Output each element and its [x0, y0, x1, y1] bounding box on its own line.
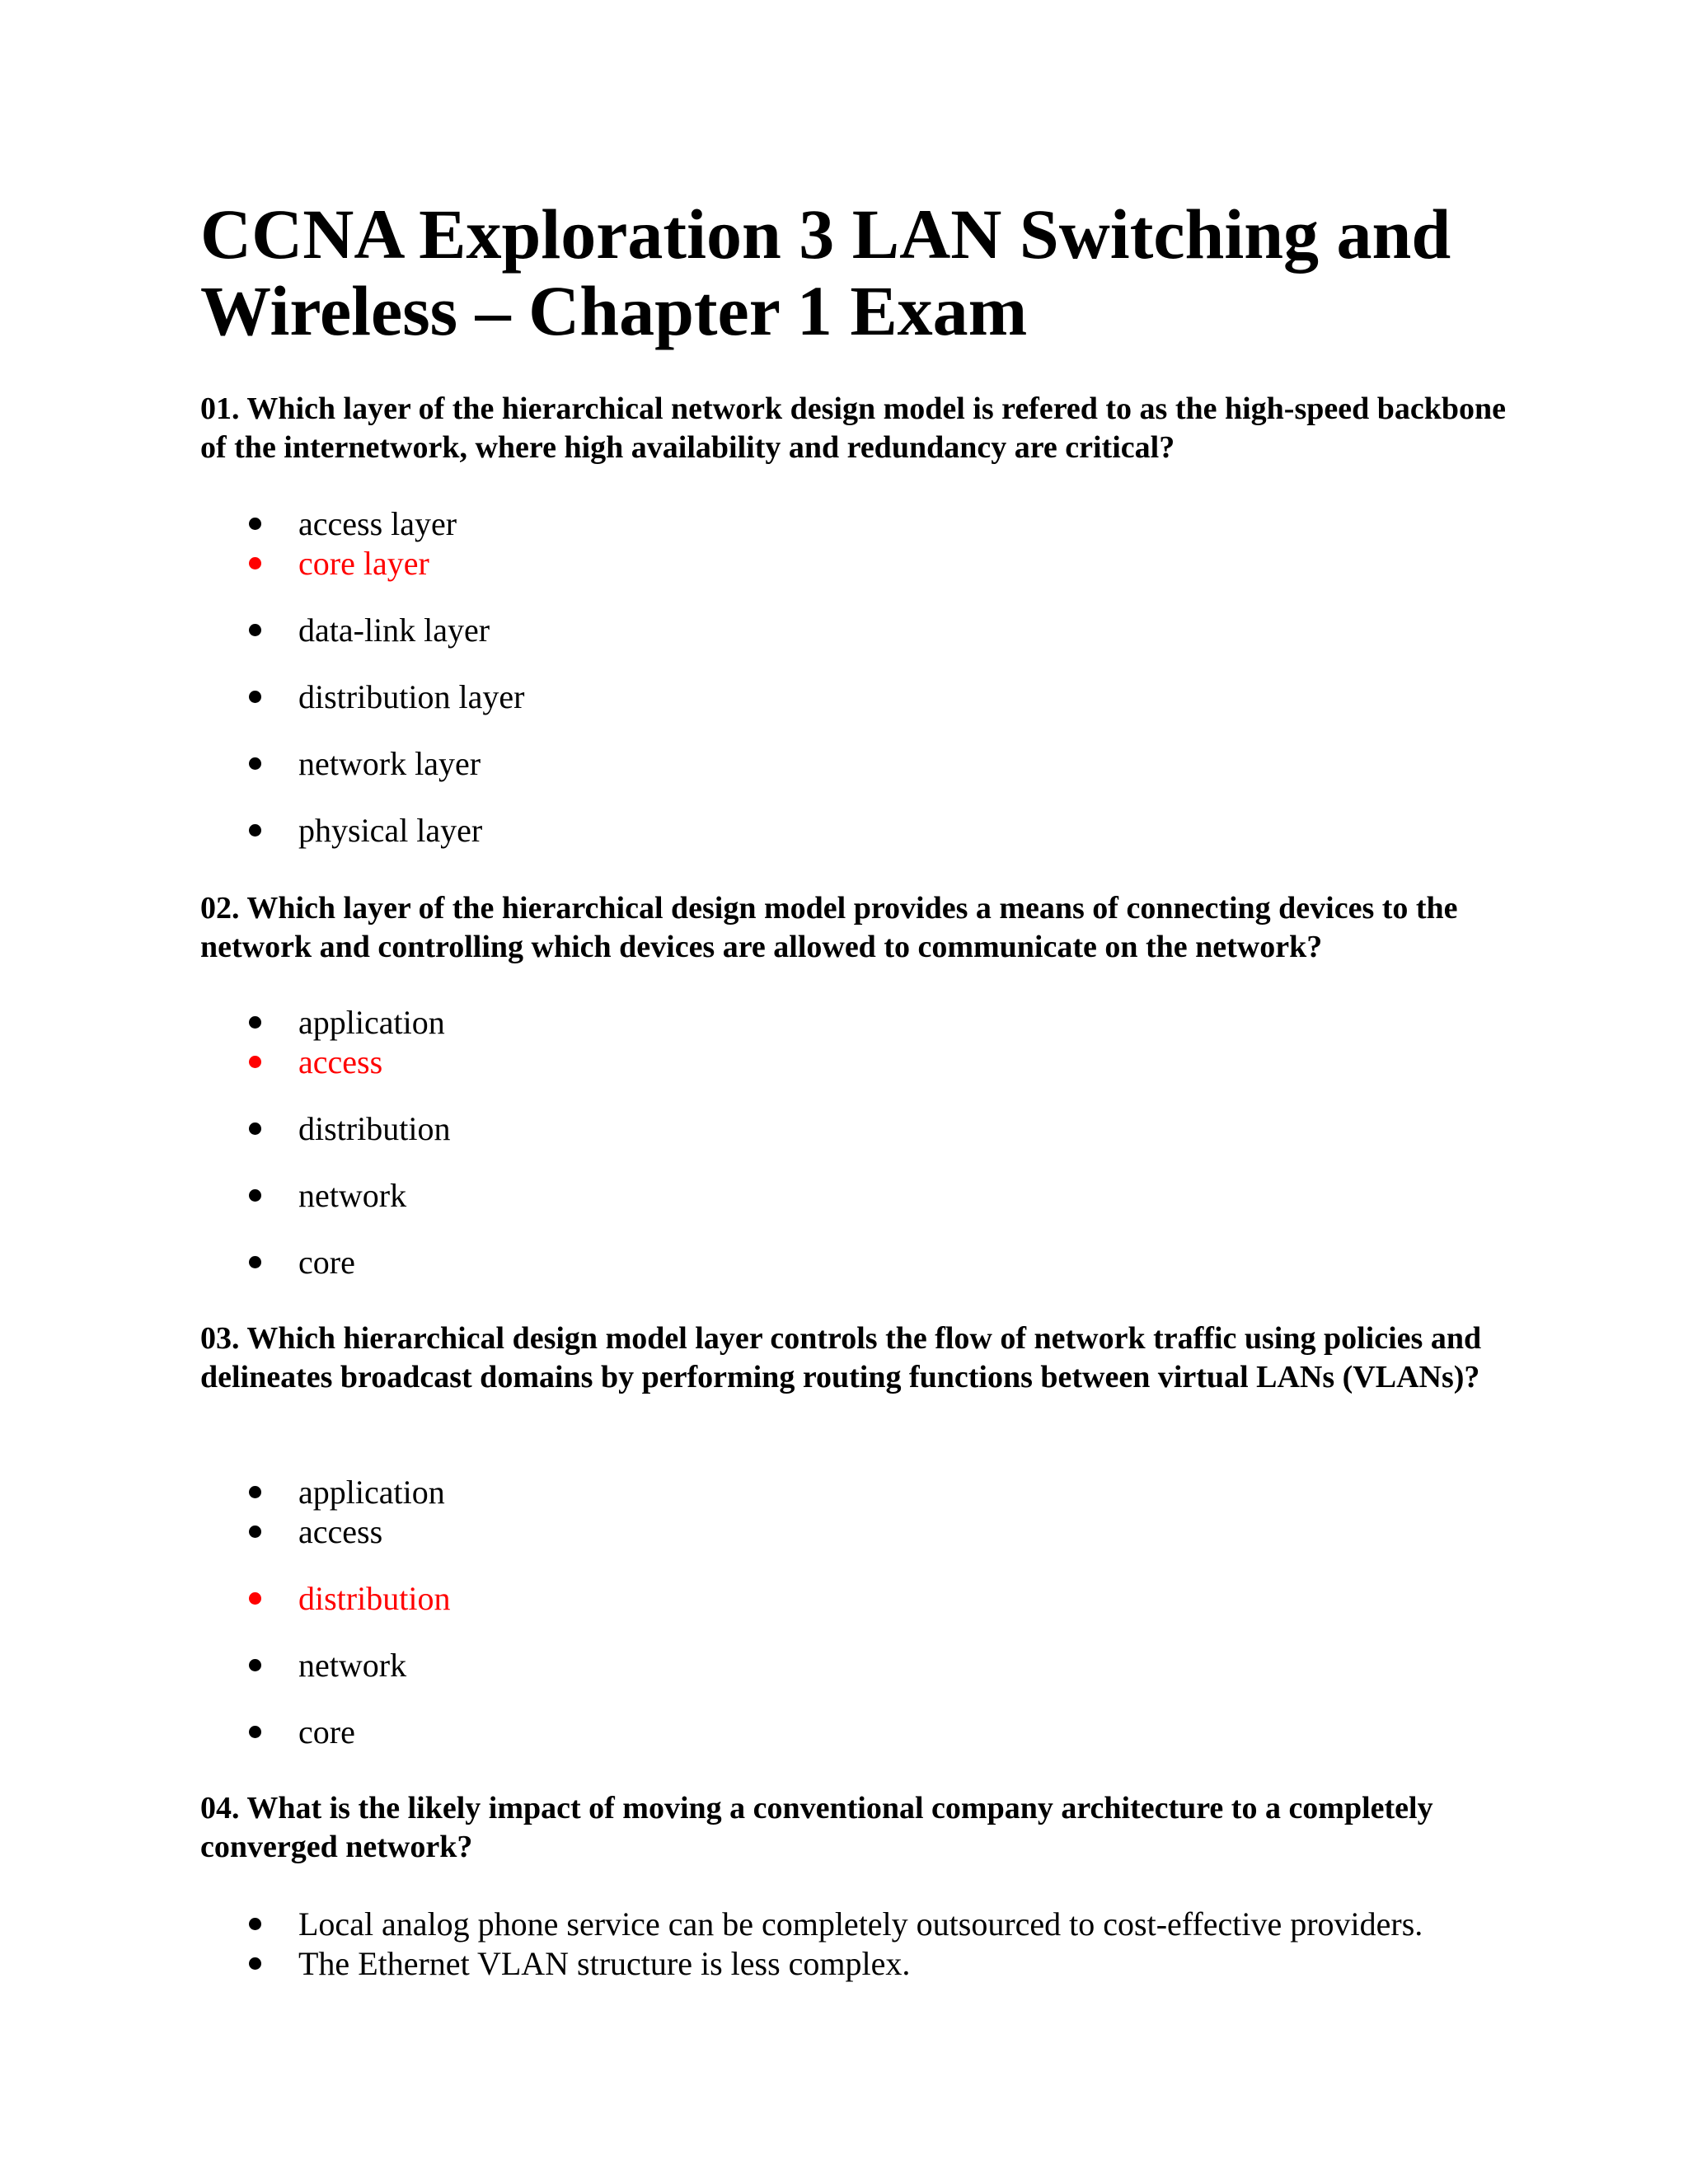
answer-label: application: [298, 1004, 445, 1041]
bullet-icon: [249, 624, 261, 636]
answer-label: access: [298, 1043, 383, 1080]
question-text: 04. What is the likely impact of moving a conventional company architecture to a completely converged network?: [200, 1791, 1433, 1864]
question-text: 03. Which hierarchical design model layer controls the flow of network traffic using policies and delineates broadcast domains by performing routing functions between virtual LANs (VLANs)?: [200, 1321, 1482, 1394]
answer-option: [0, 1473, 1648, 1512]
bullet-icon: [249, 518, 261, 530]
bullet-icon: [249, 824, 261, 837]
answer-label: access: [298, 1513, 383, 1550]
bullet-icon: [249, 1726, 261, 1738]
answer-label: core layer: [298, 545, 429, 582]
question-text: 01. Which layer of the hierarchical network design model is refered to as the high-speed backbone of the internetwork, where high availability and redundancy are critical?: [200, 391, 1507, 465]
answer-label: The Ethernet VLAN structure is less complex.: [298, 1945, 911, 1982]
bullet-icon: [249, 557, 261, 569]
bullet-icon: [249, 757, 261, 770]
bullet-icon: [249, 691, 261, 703]
bullet-icon: [249, 1918, 261, 1930]
bullet-icon: [249, 1486, 261, 1498]
page-title: CCNA Exploration 3 LAN Switching and Wireless – Chapter 1 Exam: [200, 194, 1451, 350]
answer-label: distribution layer: [298, 678, 525, 715]
answer-option: [0, 1176, 1648, 1216]
answer-label: distribution: [298, 1580, 451, 1617]
answer-option-correct: [0, 1579, 1648, 1619]
answer-option: [0, 1109, 1648, 1149]
answer-label: network: [298, 1647, 407, 1684]
answer-label: data-link layer: [298, 612, 490, 649]
answer-option: [0, 1003, 1648, 1043]
answer-label: core: [298, 1713, 355, 1750]
answer-option: [0, 811, 1648, 851]
answer-label: access layer: [298, 505, 457, 542]
question-text: 02. Which layer of the hierarchical design model provides a means of connecting devices to the network and controlling which devices are allowed to communicate on the network?: [200, 891, 1458, 964]
bullet-icon: [249, 1526, 261, 1538]
bullet-icon: [249, 1957, 261, 1970]
bullet-icon: [249, 1592, 261, 1605]
answer-option: [0, 611, 1648, 650]
bullet-icon: [249, 1256, 261, 1268]
answer-option: [0, 744, 1648, 784]
answer-option: [0, 504, 1648, 544]
answer-label: core: [298, 1244, 355, 1281]
answer-option: [0, 1905, 1648, 1944]
answer-label: Local analog phone service can be completely outsourced to cost-effective providers.: [298, 1905, 1423, 1943]
answer-option: [0, 1713, 1648, 1752]
bullet-icon: [249, 1056, 261, 1068]
bullet-icon: [249, 1189, 261, 1202]
answer-option: [0, 1646, 1648, 1685]
answer-label: network layer: [298, 745, 481, 782]
bullet-icon: [249, 1122, 261, 1135]
answer-label: distribution: [298, 1110, 451, 1147]
answer-option: [0, 1243, 1648, 1282]
answer-label: physical layer: [298, 812, 483, 849]
answer-option-correct: [0, 544, 1648, 583]
answer-option: [0, 1512, 1648, 1552]
answer-option-correct: [0, 1043, 1648, 1082]
answer-option: [0, 1944, 1648, 1984]
answer-option: [0, 677, 1648, 717]
answer-label: application: [298, 1474, 445, 1511]
bullet-icon: [249, 1016, 261, 1029]
bullet-icon: [249, 1659, 261, 1671]
answer-label: network: [298, 1177, 407, 1214]
